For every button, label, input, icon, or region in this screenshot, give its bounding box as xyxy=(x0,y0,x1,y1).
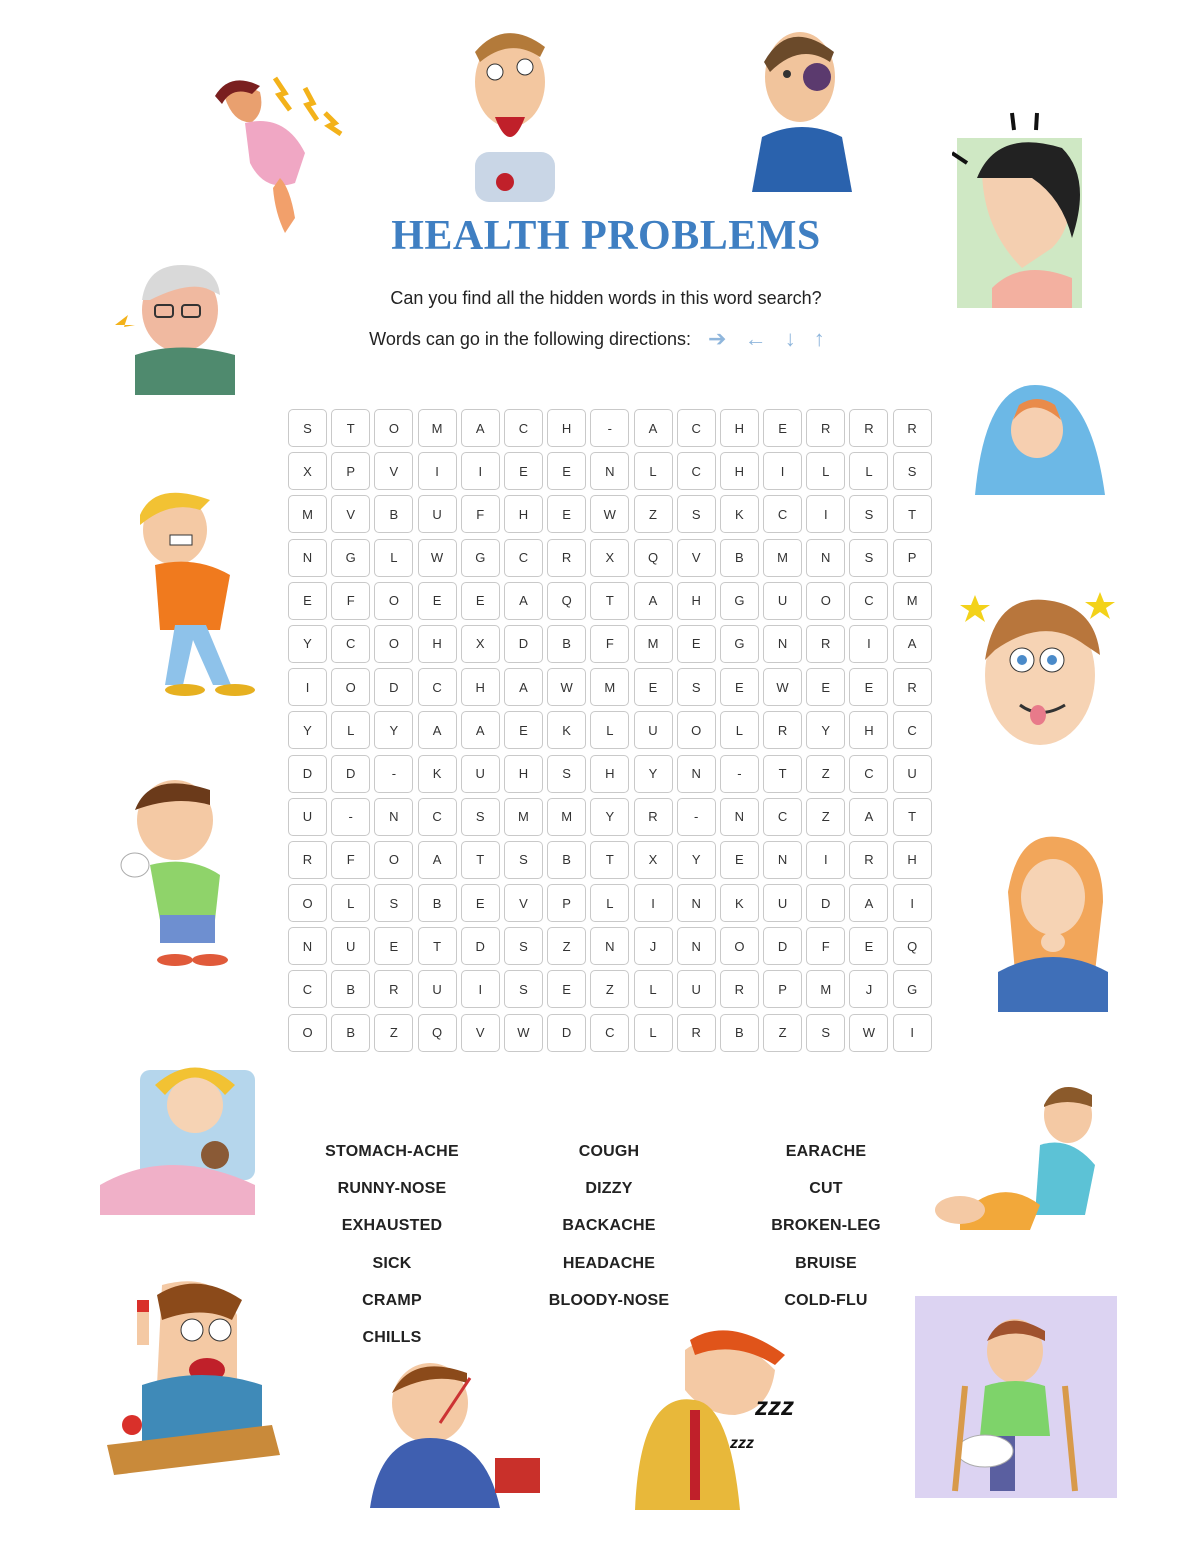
grid-cell[interactable]: I xyxy=(893,884,932,922)
word-column-3 xyxy=(716,1143,936,1329)
grid-cell[interactable]: O xyxy=(288,1014,327,1052)
grid-cell[interactable]: C xyxy=(504,409,543,447)
grid-cell[interactable]: T xyxy=(590,582,629,620)
word-list-item: CUT xyxy=(809,1180,843,1198)
grid-cell[interactable]: Z xyxy=(806,798,845,836)
cold-flu-illustration xyxy=(100,1045,260,1220)
grid-cell[interactable]: Z xyxy=(806,755,845,793)
word-list-item: RUNNY-NOSE xyxy=(337,1180,447,1198)
grid-cell[interactable]: H xyxy=(849,711,888,749)
grid-cell[interactable]: U xyxy=(893,755,932,793)
grid-cell[interactable]: U xyxy=(634,711,673,749)
grid-cell[interactable]: L xyxy=(590,884,629,922)
grid-cell[interactable]: R xyxy=(677,1014,716,1052)
grid-cell[interactable]: H xyxy=(504,495,543,533)
grid-cell[interactable]: - xyxy=(331,798,370,836)
grid-cell[interactable]: N xyxy=(590,452,629,490)
grid-cell[interactable]: L xyxy=(590,711,629,749)
grid-cell[interactable]: R xyxy=(720,970,759,1008)
grid-cell[interactable]: R xyxy=(806,625,845,663)
grid-cell[interactable]: S xyxy=(849,539,888,577)
grid-cell[interactable]: H xyxy=(418,625,457,663)
grid-cell[interactable]: S xyxy=(461,798,500,836)
grid-cell[interactable]: H xyxy=(461,668,500,706)
grid-cell[interactable]: S xyxy=(893,452,932,490)
grid-cell[interactable]: Y xyxy=(590,798,629,836)
grid-cell[interactable]: H xyxy=(677,582,716,620)
grid-cell[interactable]: C xyxy=(849,582,888,620)
stomach-ache-illustration xyxy=(115,485,285,700)
grid-cell[interactable]: B xyxy=(331,1014,370,1052)
grid-cell[interactable]: E xyxy=(461,582,500,620)
grid-cell[interactable]: Y xyxy=(374,711,413,749)
word-list-item: COLD-FLU xyxy=(784,1291,868,1309)
word-list-item: HEADACHE xyxy=(562,1254,656,1272)
word-list-item: STOMACH-ACHE xyxy=(325,1143,459,1160)
grid-cell[interactable]: D xyxy=(806,884,845,922)
grid-cell[interactable]: O xyxy=(374,625,413,663)
grid-cell[interactable]: H xyxy=(720,452,759,490)
crutches-illustration xyxy=(915,1296,1117,1498)
grid-cell[interactable]: N xyxy=(288,927,327,965)
broken-leg-illustration xyxy=(930,1075,1130,1245)
grid-cell[interactable]: Z xyxy=(547,927,586,965)
grid-cell[interactable]: D xyxy=(374,668,413,706)
word-list-item: BACKACHE xyxy=(562,1217,656,1235)
grid-cell[interactable]: T xyxy=(590,841,629,879)
grid-cell[interactable]: F xyxy=(806,927,845,965)
grid-cell[interactable]: Z xyxy=(634,495,673,533)
grid-cell[interactable]: K xyxy=(720,495,759,533)
grid-cell[interactable]: E xyxy=(461,884,500,922)
grid-cell[interactable]: E xyxy=(806,668,845,706)
word-list-item: COUGH xyxy=(578,1143,640,1160)
grid-cell[interactable]: Y xyxy=(288,711,327,749)
grid-cell[interactable]: F xyxy=(590,625,629,663)
grid-cell[interactable]: U xyxy=(763,884,802,922)
exhausted-illustration xyxy=(615,1320,815,1515)
grid-cell[interactable]: D xyxy=(504,625,543,663)
grid-cell[interactable]: T xyxy=(893,798,932,836)
grid-cell[interactable]: I xyxy=(634,884,673,922)
grid-cell[interactable]: C xyxy=(677,409,716,447)
grid-cell[interactable]: N xyxy=(677,884,716,922)
grid-cell[interactable]: S xyxy=(374,884,413,922)
grid-cell[interactable]: U xyxy=(331,927,370,965)
runny-nose-illustration xyxy=(115,770,230,970)
grid-cell[interactable]: S xyxy=(806,1014,845,1052)
grid-cell[interactable]: L xyxy=(720,711,759,749)
grid-cell[interactable]: C xyxy=(677,452,716,490)
grid-cell[interactable]: K xyxy=(547,711,586,749)
grid-cell[interactable]: I xyxy=(461,452,500,490)
grid-cell[interactable]: D xyxy=(547,1014,586,1052)
grid-cell[interactable]: Y xyxy=(634,755,673,793)
grid-cell[interactable]: T xyxy=(461,841,500,879)
grid-cell[interactable]: L xyxy=(806,452,845,490)
grid-cell[interactable]: B xyxy=(374,495,413,533)
grid-cell[interactable]: C xyxy=(288,970,327,1008)
word-list-item: BROKEN-LEG xyxy=(771,1217,881,1235)
grid-cell[interactable]: A xyxy=(418,841,457,879)
grid-cell[interactable]: N xyxy=(806,539,845,577)
grid-cell[interactable]: Q xyxy=(418,1014,457,1052)
grid-cell[interactable]: R xyxy=(849,409,888,447)
grid-cell[interactable]: Z xyxy=(374,1014,413,1052)
grid-cell[interactable]: W xyxy=(547,668,586,706)
grid-cell[interactable]: Y xyxy=(677,841,716,879)
grid-cell[interactable]: E xyxy=(374,927,413,965)
grid-cell[interactable]: P xyxy=(547,884,586,922)
grid-cell[interactable]: H xyxy=(504,755,543,793)
cut-illustration xyxy=(102,1275,282,1485)
instruction-line-2-text: Words can go in the following directions: xyxy=(369,329,692,349)
grid-cell[interactable]: W xyxy=(418,539,457,577)
grid-cell[interactable]: H xyxy=(590,755,629,793)
grid-cell[interactable]: M xyxy=(806,970,845,1008)
grid-cell[interactable]: E xyxy=(288,582,327,620)
grid-cell[interactable]: M xyxy=(893,582,932,620)
grid-cell[interactable]: R xyxy=(288,841,327,879)
word-column-2 xyxy=(499,1143,719,1329)
grid-cell[interactable]: A xyxy=(418,711,457,749)
grid-cell[interactable]: U xyxy=(461,755,500,793)
grid-cell[interactable]: G xyxy=(331,539,370,577)
grid-cell[interactable]: I xyxy=(806,495,845,533)
grid-cell[interactable]: P xyxy=(331,452,370,490)
grid-cell[interactable]: O xyxy=(374,582,413,620)
grid-cell[interactable]: E xyxy=(849,927,888,965)
grid-cell[interactable]: B xyxy=(720,539,759,577)
grid-cell[interactable]: A xyxy=(504,668,543,706)
grid-cell[interactable]: R xyxy=(849,841,888,879)
grid-cell[interactable]: F xyxy=(331,582,370,620)
grid-cell[interactable]: E xyxy=(547,495,586,533)
grid-cell[interactable]: A xyxy=(893,625,932,663)
word-search-grid[interactable] xyxy=(288,409,932,1052)
grid-cell[interactable]: D xyxy=(331,755,370,793)
grid-cell[interactable]: R xyxy=(893,409,932,447)
grid-cell[interactable]: - xyxy=(374,755,413,793)
grid-cell[interactable]: L xyxy=(634,1014,673,1052)
grid-cell[interactable]: C xyxy=(893,711,932,749)
grid-cell[interactable]: U xyxy=(418,495,457,533)
grid-cell[interactable]: - xyxy=(590,409,629,447)
sick-illustration xyxy=(370,1358,550,1508)
zzz-text: zzz xyxy=(755,1391,794,1421)
grid-cell[interactable]: S xyxy=(504,970,543,1008)
grid-cell[interactable]: B xyxy=(547,625,586,663)
grid-cell[interactable]: L xyxy=(374,539,413,577)
grid-cell[interactable]: N xyxy=(288,539,327,577)
back-pain-illustration xyxy=(185,68,350,238)
grid-cell[interactable]: B xyxy=(418,884,457,922)
word-list-item: BRUISE xyxy=(795,1254,857,1272)
grid-cell[interactable]: E xyxy=(504,452,543,490)
grid-cell[interactable]: D xyxy=(461,927,500,965)
grid-cell[interactable]: M xyxy=(288,495,327,533)
grid-cell[interactable]: Q xyxy=(547,582,586,620)
grid-cell[interactable]: H xyxy=(547,409,586,447)
grid-cell[interactable]: H xyxy=(893,841,932,879)
grid-cell[interactable]: S xyxy=(677,495,716,533)
grid-cell[interactable]: M xyxy=(590,668,629,706)
grid-cell[interactable]: K xyxy=(418,755,457,793)
grid-cell[interactable]: M xyxy=(547,798,586,836)
grid-cell[interactable]: R xyxy=(893,668,932,706)
grid-cell[interactable]: G xyxy=(893,970,932,1008)
word-list-item: BLOODY-NOSE xyxy=(548,1291,670,1309)
grid-cell[interactable]: F xyxy=(461,495,500,533)
grid-cell[interactable]: C xyxy=(331,625,370,663)
grid-cell[interactable]: E xyxy=(677,625,716,663)
grid-cell[interactable]: A xyxy=(634,582,673,620)
grid-cell[interactable]: B xyxy=(720,1014,759,1052)
grid-cell[interactable]: G xyxy=(720,625,759,663)
grid-cell[interactable]: Z xyxy=(590,970,629,1008)
grid-cell[interactable]: D xyxy=(288,755,327,793)
bloody-nose-illustration xyxy=(440,22,590,207)
grid-cell[interactable]: V xyxy=(504,884,543,922)
grid-cell[interactable]: A xyxy=(849,798,888,836)
grid-cell[interactable]: W xyxy=(590,495,629,533)
grid-cell[interactable]: C xyxy=(418,798,457,836)
grid-cell[interactable]: G xyxy=(720,582,759,620)
grid-cell[interactable]: A xyxy=(849,884,888,922)
grid-cell[interactable]: S xyxy=(504,927,543,965)
earache-illustration xyxy=(110,255,255,395)
grid-cell[interactable]: R xyxy=(547,539,586,577)
grid-cell[interactable]: N xyxy=(677,927,716,965)
grid-cell[interactable]: X xyxy=(590,539,629,577)
grid-cell[interactable]: N xyxy=(590,927,629,965)
grid-cell[interactable]: U xyxy=(418,970,457,1008)
grid-cell[interactable]: B xyxy=(547,841,586,879)
grid-cell[interactable]: Q xyxy=(893,927,932,965)
grid-cell[interactable]: V xyxy=(374,452,413,490)
grid-cell[interactable]: V xyxy=(461,1014,500,1052)
grid-cell[interactable]: N xyxy=(720,798,759,836)
word-list-item: SICK xyxy=(372,1254,412,1272)
grid-cell[interactable]: A xyxy=(634,409,673,447)
grid-cell[interactable]: - xyxy=(720,755,759,793)
grid-cell[interactable]: A xyxy=(461,409,500,447)
grid-cell[interactable]: R xyxy=(806,409,845,447)
grid-cell[interactable]: J xyxy=(634,927,673,965)
grid-cell[interactable]: O xyxy=(720,927,759,965)
word-list-item: CRAMP xyxy=(362,1291,422,1309)
dizzy-illustration xyxy=(960,580,1120,750)
grid-cell[interactable]: L xyxy=(849,452,888,490)
grid-cell[interactable]: N xyxy=(763,625,802,663)
grid-cell[interactable]: Y xyxy=(806,711,845,749)
grid-cell[interactable]: E xyxy=(547,452,586,490)
headache-illustration xyxy=(952,108,1102,313)
cough-illustration xyxy=(993,832,1113,1012)
grid-cell[interactable]: U xyxy=(677,970,716,1008)
word-list-item: EARACHE xyxy=(785,1143,867,1160)
grid-cell[interactable]: M xyxy=(418,409,457,447)
grid-cell[interactable]: I xyxy=(893,1014,932,1052)
grid-cell[interactable]: E xyxy=(547,970,586,1008)
grid-cell[interactable]: C xyxy=(590,1014,629,1052)
bruise-illustration xyxy=(742,22,862,197)
grid-cell[interactable]: W xyxy=(849,1014,888,1052)
grid-cell[interactable]: E xyxy=(634,668,673,706)
grid-cell[interactable]: E xyxy=(504,711,543,749)
grid-cell[interactable]: B xyxy=(331,970,370,1008)
grid-cell[interactable]: X xyxy=(461,625,500,663)
grid-cell[interactable]: I xyxy=(806,841,845,879)
grid-cell[interactable]: M xyxy=(763,539,802,577)
grid-cell[interactable]: S xyxy=(849,495,888,533)
grid-cell[interactable]: U xyxy=(763,582,802,620)
grid-cell[interactable]: - xyxy=(677,798,716,836)
grid-cell[interactable]: I xyxy=(461,970,500,1008)
grid-cell[interactable]: T xyxy=(331,409,370,447)
word-list-item: EXHAUSTED xyxy=(341,1217,443,1235)
grid-cell[interactable]: N xyxy=(374,798,413,836)
grid-cell[interactable]: N xyxy=(677,755,716,793)
grid-cell[interactable]: P xyxy=(763,970,802,1008)
grid-cell[interactable]: L xyxy=(634,970,673,1008)
grid-cell[interactable]: L xyxy=(331,711,370,749)
grid-cell[interactable]: H xyxy=(720,409,759,447)
grid-cell[interactable]: E xyxy=(763,409,802,447)
word-list-item: DIZZY xyxy=(585,1180,633,1198)
grid-cell[interactable]: A xyxy=(461,711,500,749)
grid-cell[interactable]: S xyxy=(504,841,543,879)
grid-cell[interactable]: C xyxy=(763,495,802,533)
grid-cell[interactable]: E xyxy=(849,668,888,706)
grid-cell[interactable]: R xyxy=(634,798,673,836)
grid-cell[interactable]: S xyxy=(288,409,327,447)
grid-cell[interactable]: O xyxy=(374,841,413,879)
word-list-item: CHILLS xyxy=(362,1328,422,1346)
grid-cell[interactable]: O xyxy=(331,668,370,706)
grid-cell[interactable]: I xyxy=(763,452,802,490)
direction-arrows-icon: ➔ ← ↓ ↑ xyxy=(708,326,831,351)
grid-cell[interactable]: U xyxy=(288,798,327,836)
grid-cell[interactable]: K xyxy=(720,884,759,922)
grid-cell[interactable]: Q xyxy=(634,539,673,577)
grid-cell[interactable]: L xyxy=(331,884,370,922)
page-title: HEALTH PROBLEMS xyxy=(391,213,821,259)
grid-cell[interactable]: V xyxy=(331,495,370,533)
grid-cell[interactable]: M xyxy=(634,625,673,663)
grid-cell[interactable]: G xyxy=(461,539,500,577)
grid-cell[interactable]: C xyxy=(763,798,802,836)
grid-cell[interactable]: E xyxy=(418,582,457,620)
grid-cell[interactable]: N xyxy=(763,841,802,879)
grid-cell[interactable]: I xyxy=(849,625,888,663)
grid-cell[interactable]: X xyxy=(634,841,673,879)
grid-cell[interactable]: D xyxy=(763,927,802,965)
word-column-1 xyxy=(282,1143,502,1366)
grid-cell[interactable]: T xyxy=(763,755,802,793)
grid-cell[interactable]: S xyxy=(547,755,586,793)
grid-cell[interactable]: I xyxy=(288,668,327,706)
grid-cell[interactable]: W xyxy=(763,668,802,706)
grid-cell[interactable]: C xyxy=(504,539,543,577)
grid-cell[interactable]: S xyxy=(677,668,716,706)
grid-cell[interactable]: M xyxy=(504,798,543,836)
grid-cell[interactable]: E xyxy=(720,841,759,879)
grid-cell[interactable]: Y xyxy=(288,625,327,663)
grid-cell[interactable]: I xyxy=(418,452,457,490)
grid-cell[interactable]: F xyxy=(331,841,370,879)
zzz-small-text: zzz xyxy=(730,1435,754,1452)
grid-cell[interactable]: R xyxy=(374,970,413,1008)
grid-cell[interactable]: O xyxy=(288,884,327,922)
grid-cell[interactable]: W xyxy=(504,1014,543,1052)
grid-cell[interactable]: L xyxy=(634,452,673,490)
grid-cell[interactable]: A xyxy=(504,582,543,620)
grid-cell[interactable]: Z xyxy=(763,1014,802,1052)
grid-cell[interactable]: V xyxy=(677,539,716,577)
grid-cell[interactable]: X xyxy=(288,452,327,490)
grid-cell[interactable]: T xyxy=(418,927,457,965)
grid-cell[interactable]: E xyxy=(720,668,759,706)
grid-cell[interactable]: O xyxy=(806,582,845,620)
grid-cell[interactable]: P xyxy=(893,539,932,577)
chills-illustration xyxy=(955,375,1115,510)
grid-cell[interactable]: C xyxy=(418,668,457,706)
grid-cell[interactable]: O xyxy=(374,409,413,447)
grid-cell[interactable]: J xyxy=(849,970,888,1008)
grid-cell[interactable]: R xyxy=(763,711,802,749)
instruction-line-1: Can you find all the hidden words in this word search? xyxy=(390,288,822,308)
grid-cell[interactable]: C xyxy=(849,755,888,793)
grid-cell[interactable]: O xyxy=(677,711,716,749)
grid-cell[interactable]: T xyxy=(893,495,932,533)
